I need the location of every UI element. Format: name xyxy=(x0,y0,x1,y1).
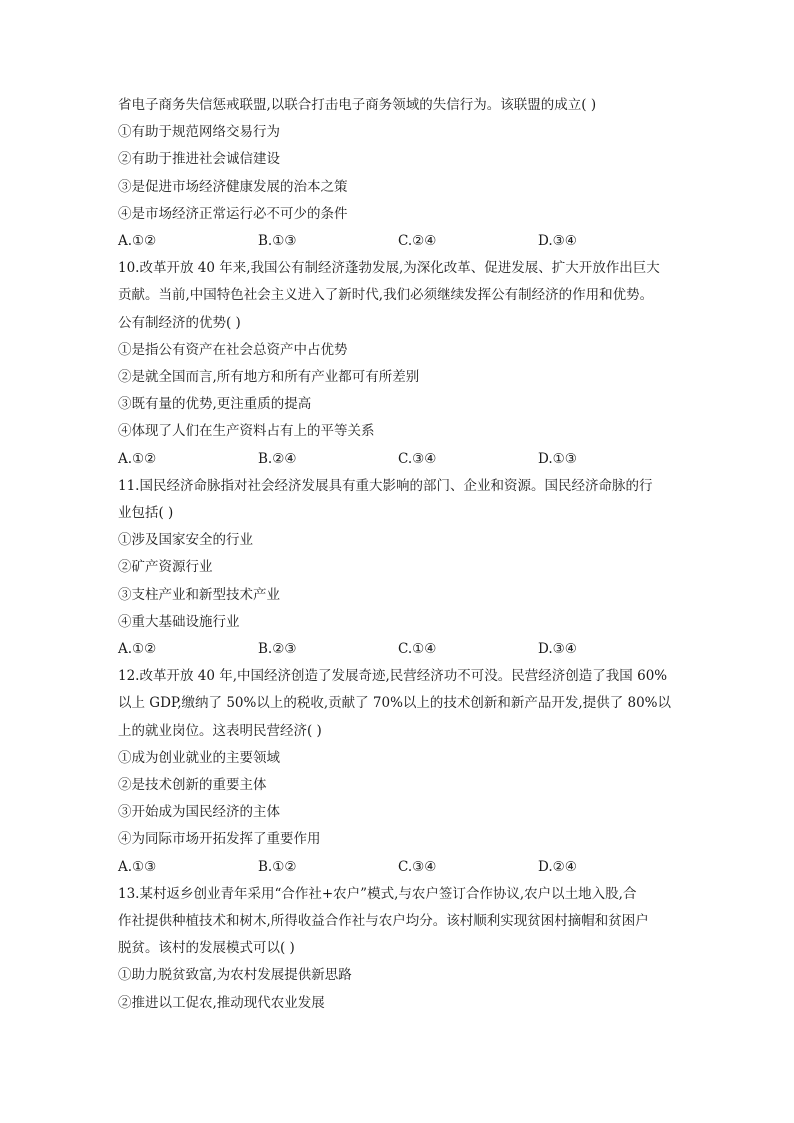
question-stem: 贡献。当前,中国特色社会主义进入了新时代,我们必须继续发挥公有制经济的作用和优势。 xyxy=(118,287,654,304)
choice-a[interactable]: A.①② xyxy=(118,233,157,250)
question-stem: 上的就业岗位。这表明民营经济( ) xyxy=(118,722,322,739)
statement-3: ③开始成为国民经济的主体 xyxy=(118,804,280,821)
choice-b[interactable]: B.②④ xyxy=(258,450,297,467)
answer-choices xyxy=(118,854,678,881)
choice-d[interactable]: D.②④ xyxy=(538,858,577,875)
question-stem: 业包括( ) xyxy=(118,505,174,522)
statement-3: ③既有量的优势,更注重质的提高 xyxy=(118,396,312,413)
statement-3: ③支柱产业和新型技术产业 xyxy=(118,586,280,603)
question-13 xyxy=(118,881,678,1017)
statement-2: ②有助于推进社会诚信建设 xyxy=(118,151,280,168)
statement-2: ②推进以工促农,推动现代农业发展 xyxy=(118,994,325,1011)
choice-c[interactable]: C.②④ xyxy=(398,233,437,250)
question-9 xyxy=(118,92,678,255)
question-10 xyxy=(118,255,678,473)
exam-page xyxy=(118,92,678,1017)
choice-c[interactable]: C.③④ xyxy=(398,450,437,467)
statement-4: ④是市场经济正常运行必不可少的条件 xyxy=(118,205,348,222)
statement-1: ①有助于规范网络交易行为 xyxy=(118,124,280,141)
answer-choices xyxy=(118,636,678,663)
question-stem: 11.国民经济命脉指对社会经济发展具有重大影响的部门、企业和资源。国民经济命脉的行 xyxy=(118,477,653,494)
choice-b[interactable]: B.②③ xyxy=(258,641,297,658)
choice-a[interactable]: A.①③ xyxy=(118,858,157,875)
question-11 xyxy=(118,473,678,663)
answer-choices xyxy=(118,446,678,473)
statement-1: ①是指公有资产在社会总资产中占优势 xyxy=(118,341,348,358)
choice-a[interactable]: A.①② xyxy=(118,450,157,467)
choice-a[interactable]: A.①② xyxy=(118,641,157,658)
choice-d[interactable]: D.③④ xyxy=(538,233,577,250)
choice-d[interactable]: D.③④ xyxy=(538,641,577,658)
question-stem: 脱贫。该村的发展模式可以( ) xyxy=(118,940,295,957)
statement-3: ③是促进市场经济健康发展的治本之策 xyxy=(118,178,348,195)
statement-1: ①成为创业就业的主要领域 xyxy=(118,749,280,766)
statement-2: ②是技术创新的重要主体 xyxy=(118,777,267,794)
question-stem: 13.某村返乡创业青年采用“合作社+农户”模式,与农户签订合作协议,农户以土地入股,合 xyxy=(118,885,637,902)
question-12 xyxy=(118,663,678,881)
choice-c[interactable]: C.③④ xyxy=(398,858,437,875)
statement-4: ④为同际市场开拓发挥了重要作用 xyxy=(118,831,321,848)
question-stem: 以上 GDP,缴纳了 50%以上的税收,贡献了 70%以上的技术创新和新产品开发,提供了 80%以 xyxy=(118,695,672,712)
question-stem: 作社提供种植技术和树木,所得收益合作社与农户均分。该村顺利实现贫困村摘帽和贫困户 xyxy=(118,913,649,930)
choice-b[interactable]: B.①③ xyxy=(258,233,297,250)
statement-4: ④体现了人们在生产资料占有上的平等关系 xyxy=(118,423,375,440)
question-stem: 省电子商务失信惩戒联盟,以联合打击电子商务领域的失信行为。该联盟的成立( ) xyxy=(118,97,597,113)
question-stem: 10.改革开放 40 年来,我国公有制经济蓬勃发展,为深化改革、促进发展、扩大开放作出巨大 xyxy=(118,260,660,277)
statement-2: ②是就全国而言,所有地方和所有产业都可有所差别 xyxy=(118,369,420,386)
statement-4: ④重大基础设施行业 xyxy=(118,613,240,630)
statement-1: ①助力脱贫致富,为农村发展提供新思路 xyxy=(118,967,352,984)
statement-1: ①涉及国家安全的行业 xyxy=(118,532,253,549)
statement-2: ②矿产资源行业 xyxy=(118,559,213,576)
choice-d[interactable]: D.①③ xyxy=(538,450,577,467)
answer-choices xyxy=(118,228,678,255)
choice-c[interactable]: C.①④ xyxy=(398,641,437,658)
choice-b[interactable]: B.①② xyxy=(258,858,297,875)
question-stem: 公有制经济的优势( ) xyxy=(118,314,241,331)
question-stem: 12.改革开放 40 年,中国经济创造了发展奇迹,民营经济功不可没。民营经济创造了我国 60% xyxy=(118,668,668,685)
